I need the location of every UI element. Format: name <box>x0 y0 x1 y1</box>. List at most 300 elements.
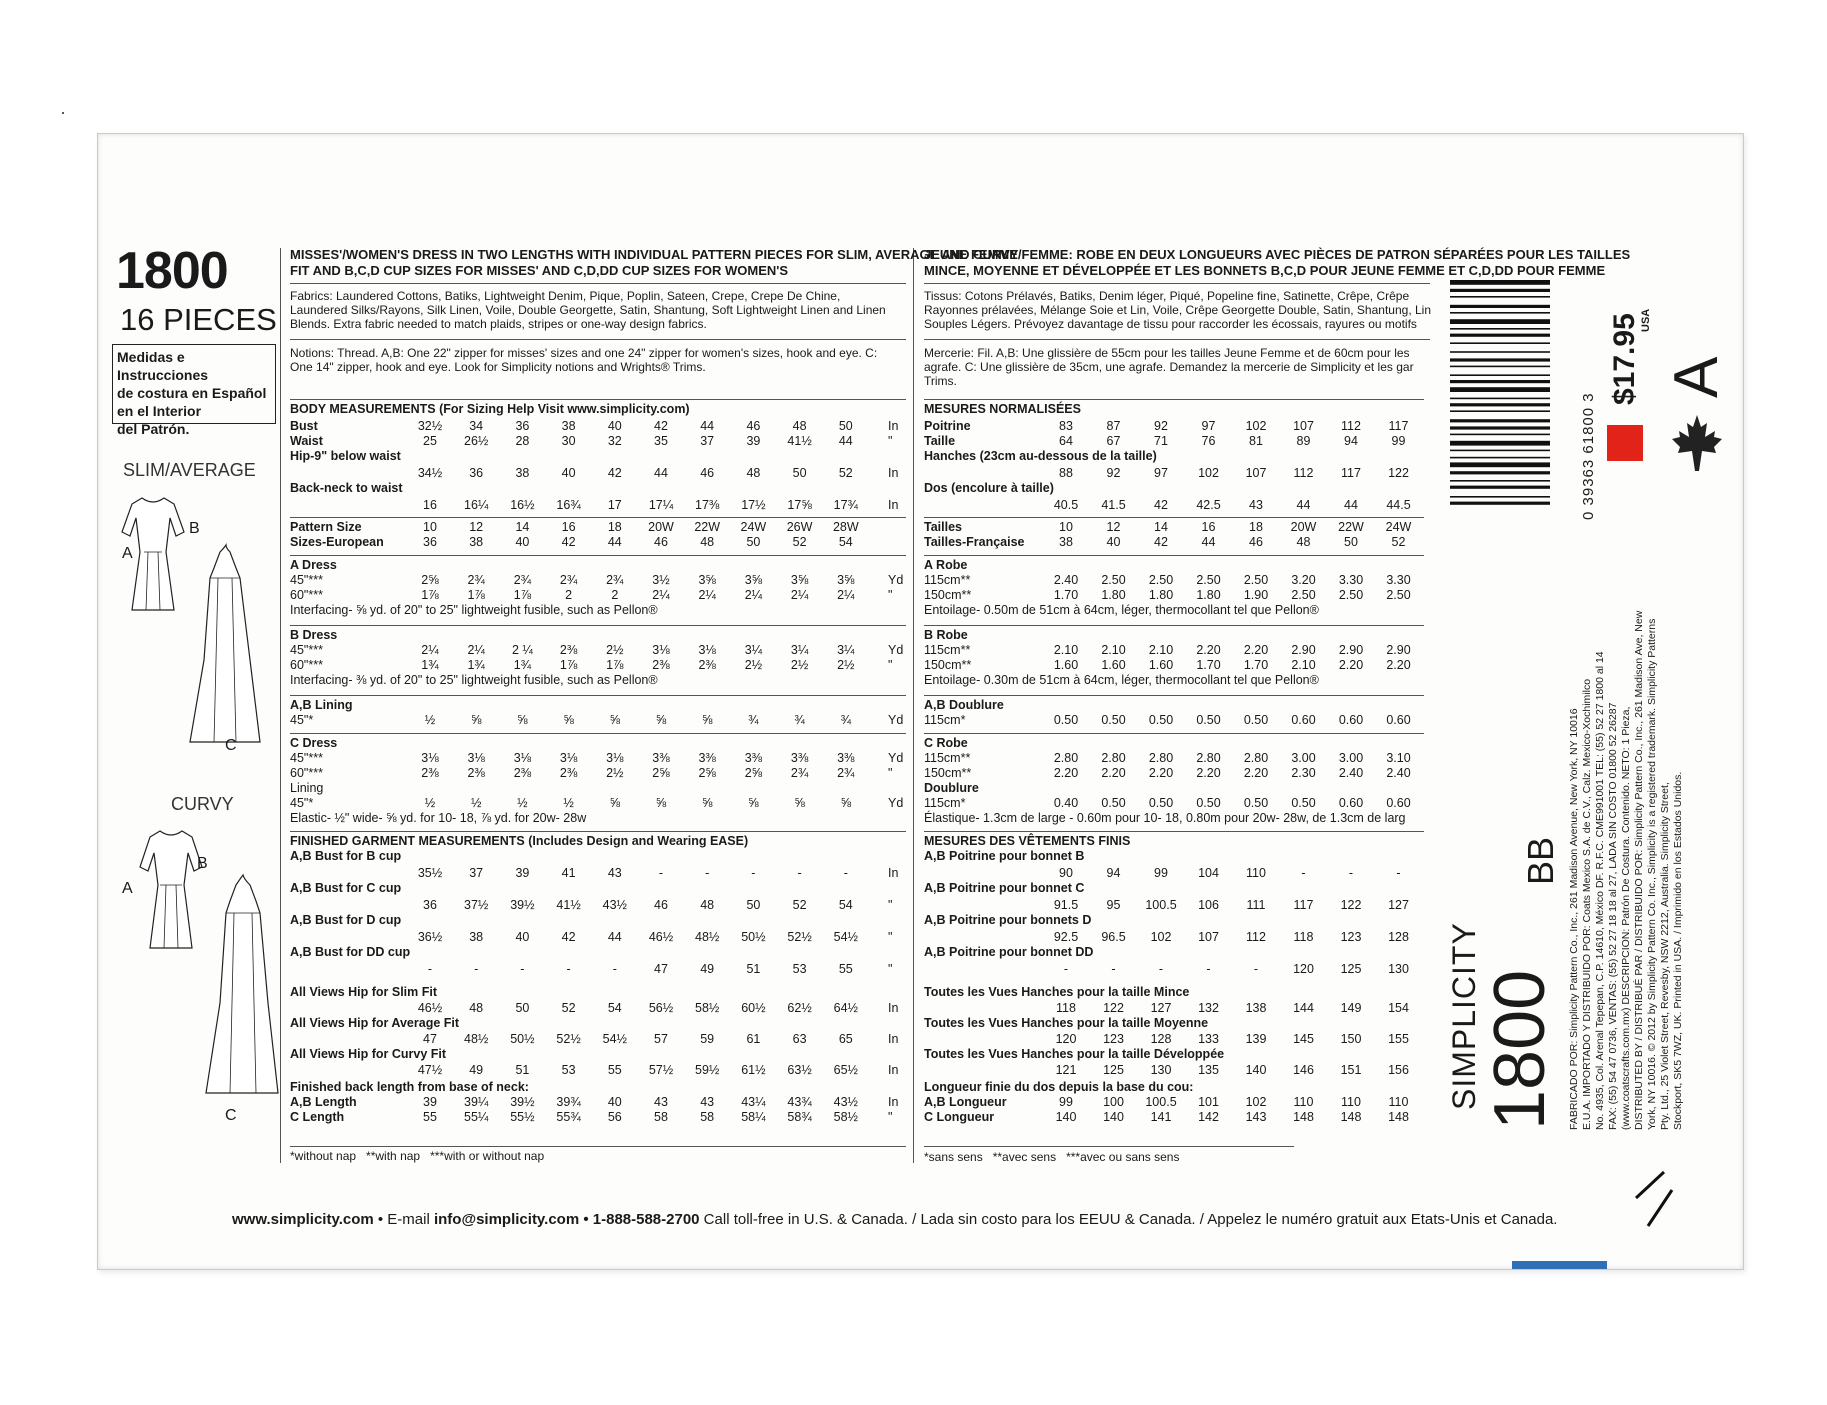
table-cell: 42.5 <box>1196 498 1221 512</box>
table-cell: 3.00 <box>1291 751 1316 765</box>
canada-maple-leaf-icon <box>1670 413 1724 473</box>
table-cell: 44 <box>1344 498 1358 512</box>
table-cell: 2.20 <box>1148 766 1174 780</box>
barcode-bar <box>1450 351 1550 353</box>
row-label: 115cm** <box>924 643 971 657</box>
table-cell: 101 <box>1198 1095 1219 1109</box>
row-label: 60"*** <box>290 588 323 602</box>
row-label: Tailles <box>924 520 962 534</box>
table-cell: 94 <box>1344 434 1358 448</box>
table-cell: - <box>1396 866 1401 880</box>
brand-pattern-number: 1800 <box>1480 969 1560 1130</box>
table-cell: 97 <box>1154 466 1168 480</box>
row-label: Bust <box>290 419 318 433</box>
row-label: 45"*** <box>290 751 323 765</box>
table-cell: 2.40 <box>1386 766 1411 780</box>
brand-name: SIMPLICITY <box>1446 922 1482 1110</box>
table-cell: 2⅜ <box>467 766 485 780</box>
fr-title: JEUNE FEMME/FEMME: ROBE EN DEUX LONGUEURS AVEC PIÈCES DE PATRON SÉPARÉES POUR LES TAILLES MINCE, MOYENNE ET DÉVELOPPÉE ET LES BONNETS B,C,D POUR JEUNE FEMME ET C,D,DD POUR FEMME <box>924 247 1631 278</box>
barcode-bar <box>1450 403 1550 406</box>
barcode-bar <box>1450 486 1550 489</box>
row-label: Toutes les Vues Hanches pour la taille Moyenne <box>924 1016 1209 1030</box>
table-cell: 58¼ <box>741 1110 766 1124</box>
table-rule <box>290 517 906 518</box>
table-cell: 55¼ <box>464 1110 489 1124</box>
table-cell: 16 <box>423 498 437 512</box>
row-label: A,B Bust for B cup <box>290 849 402 863</box>
table-cell: 1⅞ <box>606 658 624 672</box>
fr-footnote: *sans sens **avec sens ***avec ou sans sens <box>924 1150 1180 1164</box>
price-currency: USA <box>1640 308 1652 332</box>
table-cell: 56 <box>607 1110 622 1124</box>
table-cell: 1.60 <box>1148 658 1174 672</box>
table-cell: 3⅝ <box>790 573 809 587</box>
table-cell: ⅝ <box>748 796 759 810</box>
table-cell: 44 <box>838 434 853 448</box>
table-cell: 2.40 <box>1053 573 1079 587</box>
row-label: MESURES NORMALISÉES <box>924 402 1081 416</box>
table-cell: 12 <box>1106 520 1121 534</box>
table-cell: 44 <box>1296 498 1311 512</box>
table-cell: 110 <box>1246 866 1266 880</box>
table-cell: 125 <box>1103 1063 1124 1077</box>
table-cell: 46 <box>700 466 715 480</box>
table-cell: 1.80 <box>1101 588 1126 602</box>
barcode-bar <box>1450 342 1550 344</box>
table-cell: 1¾ <box>467 658 485 672</box>
table-cell: 100.5 <box>1145 1095 1177 1109</box>
table-cell: 16½ <box>510 498 535 512</box>
table-cell: 50½ <box>510 1032 535 1046</box>
table-cell: 0.60 <box>1338 796 1364 810</box>
en-fabrics: Fabrics: Laundered Cottons, Batiks, Lightweight Denim, Pique, Poplin, Sateen, Crepe, Crepe De Chine, Laundered Silks/Rayons, Silk Linen, Voile, Double Georgette, Satin, Shantung, Soft Lightweight Linen and Linen Blends. Extra fabric needed to match plaids, stripes or one-way design fabrics. <box>290 289 886 331</box>
fit-label-slim-average: SLIM/AVERAGE <box>123 460 256 480</box>
unit-label: In <box>888 1001 899 1015</box>
table-rule <box>924 555 1424 556</box>
table-cell: 127 <box>1388 898 1409 912</box>
table-cell: 46 <box>1249 535 1263 549</box>
table-cell: 1.90 <box>1243 588 1269 602</box>
table-cell: 2.80 <box>1053 751 1079 765</box>
table-cell: 39½ <box>510 1095 535 1109</box>
table-cell: 135 <box>1198 1063 1219 1077</box>
table-cell: 44 <box>700 419 715 433</box>
row-label: 150cm** <box>924 658 972 672</box>
row-label: Finished back length from base of neck: <box>290 1080 529 1094</box>
table-cell: 2¾ <box>837 766 855 780</box>
table-cell: 54 <box>838 535 853 549</box>
table-cell: 2.10 <box>1053 643 1079 657</box>
table-cell: 44 <box>1201 535 1216 549</box>
table-cell: 1.80 <box>1148 588 1174 602</box>
table-cell: 50 <box>515 1001 530 1015</box>
table-cell: 48 <box>700 898 715 912</box>
table-cell: 2.20 <box>1386 658 1411 672</box>
table-cell: 36 <box>515 419 530 433</box>
table-cell: 17⅜ <box>695 498 720 512</box>
table-cell: 40 <box>561 466 576 480</box>
barcode-bar <box>1450 434 1550 436</box>
table-cell: 112 <box>1341 419 1361 433</box>
table-cell: 26½ <box>464 434 489 448</box>
table-cell: 55½ <box>510 1110 535 1124</box>
unit-label: Yd <box>888 643 904 657</box>
table-cell: 57½ <box>648 1063 674 1077</box>
row-label: B Robe <box>924 628 968 642</box>
table-cell: 2¾ <box>559 573 578 587</box>
table-cell: 46½ <box>417 1001 443 1015</box>
row-label: Élastique- 1.3cm de large - 0.60m pour 10- 18, 0.80m pour 20w- 28w, de 1.3cm de larg <box>924 811 1406 825</box>
row-label: 60"*** <box>290 766 323 780</box>
table-cell: 37½ <box>464 898 489 912</box>
table-cell: 49 <box>700 962 715 976</box>
barcode-bar <box>1450 380 1550 383</box>
table-cell: 42 <box>1154 535 1168 549</box>
table-cell: - <box>1253 962 1259 976</box>
row-label: 45"*** <box>290 573 323 587</box>
table-cell: 89 <box>1296 434 1311 448</box>
table-cell: 48 <box>1296 535 1311 549</box>
row-label: Toutes les Vues Hanches pour la taille Développée <box>924 1047 1225 1061</box>
table-cell: 36 <box>469 466 484 480</box>
table-cell: 57 <box>654 1032 668 1046</box>
table-cell: 2⅜ <box>559 766 578 780</box>
row-label: Entoilage- 0.30m de 51cm à 64cm, léger, thermocollant tel que Pellon® <box>924 673 1319 687</box>
table-cell: 2.50 <box>1148 573 1174 587</box>
table-cell: 111 <box>1246 898 1266 912</box>
table-cell: 58 <box>654 1110 668 1124</box>
table-cell: 2¾ <box>513 573 532 587</box>
table-cell: 24W <box>740 520 767 534</box>
table-cell: 3¼ <box>790 643 809 657</box>
footer-phone: • 1-888-588-2700 <box>579 1211 700 1228</box>
table-cell: 138 <box>1245 1001 1267 1015</box>
table-cell: 2¼ <box>652 588 670 602</box>
row-label: Poitrine <box>924 419 971 433</box>
table-cell: 54½ <box>833 930 858 944</box>
table-cell: 3⅜ <box>744 751 763 765</box>
table-cell: 1.80 <box>1196 588 1221 602</box>
table-cell: 0.60 <box>1386 713 1411 727</box>
table-cell: 46 <box>746 419 761 433</box>
table-rule <box>924 831 1424 832</box>
table-cell: 112 <box>1293 466 1314 480</box>
table-cell: ⅝ <box>470 713 482 727</box>
table-cell: 3⅛ <box>698 643 716 657</box>
row-label: A,B Bust for DD cup <box>290 945 411 959</box>
table-cell: 102 <box>1245 419 1267 433</box>
table-cell: 144 <box>1293 1001 1314 1015</box>
table-cell: 48 <box>746 466 761 480</box>
table-cell: 2⅜ <box>559 643 578 657</box>
table-cell: 35 <box>654 434 668 448</box>
table-cell: 3⅝ <box>837 573 855 587</box>
table-cell: 3.10 <box>1386 751 1411 765</box>
table-cell: 16 <box>1201 520 1216 534</box>
table-cell: - <box>1063 962 1069 976</box>
row-label: 45"* <box>290 713 314 727</box>
table-cell: 2.50 <box>1101 573 1126 587</box>
table-cell: 18 <box>607 520 622 534</box>
table-cell: 145 <box>1293 1032 1314 1046</box>
table-cell: 41½ <box>556 898 581 912</box>
table-cell: 17¼ <box>648 498 674 512</box>
unit-label: In <box>888 1063 899 1077</box>
table-cell: 2.80 <box>1243 751 1269 765</box>
table-cell: 52 <box>792 898 807 912</box>
table-cell: 3⅜ <box>698 751 716 765</box>
unit-label: " <box>888 930 893 944</box>
table-cell: 99 <box>1391 434 1406 448</box>
table-cell: ⅝ <box>563 713 574 727</box>
table-cell: 0.60 <box>1386 796 1411 810</box>
table-cell: 2¼ <box>837 588 855 602</box>
table-cell: 50 <box>746 535 761 549</box>
table-cell: 39 <box>515 866 530 880</box>
row-label: Entoilage- 0.50m de 51cm à 64cm, léger, thermocollant tel que Pellon® <box>924 603 1319 617</box>
table-rule <box>924 695 1424 696</box>
row-label: Pattern Size <box>290 520 362 534</box>
table-cell: 2.20 <box>1243 643 1269 657</box>
row-label: A,B Poitrine pour bonnet DD <box>924 945 1094 959</box>
row-label: Back-neck to waist <box>290 481 403 495</box>
row-label: 45"* <box>290 796 314 810</box>
table-cell: 36 <box>423 898 437 912</box>
barcode-bar <box>1450 374 1550 376</box>
table-cell: 2½ <box>606 766 624 780</box>
table-cell: 2.20 <box>1338 658 1364 672</box>
table-cell: 2.80 <box>1148 751 1174 765</box>
row-label: A,B Bust for C cup <box>290 881 402 895</box>
table-cell: 2.50 <box>1338 588 1364 602</box>
table-cell: 54 <box>838 898 853 912</box>
table-cell: ⅝ <box>840 796 852 810</box>
table-cell: 34½ <box>417 466 443 480</box>
brand-size-code: BB <box>1520 836 1561 885</box>
view-letter-b-curvy: B <box>197 855 208 872</box>
table-cell: 143 <box>1245 1110 1267 1124</box>
table-cell: 107 <box>1245 466 1267 480</box>
table-cell: 148 <box>1340 1110 1362 1124</box>
table-rule <box>924 733 1424 734</box>
table-cell: 155 <box>1388 1032 1409 1046</box>
row-label: 150cm** <box>924 588 972 602</box>
table-cell: 94 <box>1106 866 1121 880</box>
table-cell: 2⅝ <box>744 766 763 780</box>
table-cell: 107 <box>1198 930 1219 944</box>
table-cell: 2.50 <box>1243 573 1269 587</box>
table-cell: 110 <box>1293 1095 1314 1109</box>
table-cell: 130 <box>1388 962 1409 976</box>
table-cell: 67 <box>1106 434 1121 448</box>
table-cell: 43 <box>1249 498 1263 512</box>
table-cell: - <box>427 962 433 976</box>
unit-label: In <box>888 466 899 480</box>
table-cell: 156 <box>1388 1063 1409 1077</box>
row-label: A,B Poitrine pour bonnet C <box>924 881 1085 895</box>
table-cell: 2⅝ <box>421 573 439 587</box>
table-cell: 1⅞ <box>559 658 578 672</box>
table-cell: 36 <box>423 535 437 549</box>
row-label: A,B Lining <box>290 698 353 712</box>
table-cell: 62½ <box>787 1001 812 1015</box>
table-cell: 64 <box>1059 434 1073 448</box>
table-cell: 50 <box>838 419 853 433</box>
barcode-bar <box>1450 410 1550 412</box>
table-cell: 96.5 <box>1101 930 1126 944</box>
barcode-bar <box>1450 312 1550 314</box>
table-cell: 2½ <box>744 658 763 672</box>
table-cell: 42 <box>607 466 622 480</box>
fr-fabrics: Tissus: Cotons Prélavés, Batiks, Denim léger, Piqué, Popeline fine, Satinette, Crêpe, Crêpe Rayonnes prélavées, Mélange Soie et Lin, Voile, Crêpe Georgette Double, Satin, Shantung, Lin Souples Légers. Prévoyez davantage de tissu pour raccorder les écossais, rayures ou motifs <box>924 289 1431 331</box>
table-cell: 48 <box>700 535 715 549</box>
barcode-bar <box>1450 441 1550 446</box>
table-cell: 2.90 <box>1338 643 1364 657</box>
column-divider <box>913 248 914 1163</box>
row-label: Tailles-Française <box>924 535 1025 549</box>
table-cell: 53 <box>561 1063 576 1077</box>
table-cell: 58 <box>700 1110 715 1124</box>
table-cell: 2¾ <box>606 573 624 587</box>
table-cell: 44 <box>607 535 622 549</box>
footer-website[interactable]: www.simplicity.com <box>232 1211 374 1228</box>
table-cell: 42 <box>561 535 576 549</box>
table-cell: 3.00 <box>1338 751 1364 765</box>
footer-email[interactable]: info@simplicity.com <box>433 1211 580 1228</box>
row-label: Doublure <box>924 781 979 795</box>
row-label: All Views Hip for Slim Fit <box>290 985 438 999</box>
table-cell: 3½ <box>652 573 670 587</box>
table-cell: 47 <box>654 962 668 976</box>
column-divider <box>280 248 281 1163</box>
table-cell: 44.5 <box>1386 498 1411 512</box>
row-label: Taille <box>924 434 956 448</box>
table-cell: 2½ <box>837 658 855 672</box>
table-cell: 64½ <box>833 1001 858 1015</box>
table-cell: 52½ <box>556 1032 581 1046</box>
table-cell: 16¼ <box>464 498 489 512</box>
row-label: All Views Hip for Curvy Fit <box>290 1047 447 1061</box>
barcode-bar <box>1450 502 1550 505</box>
view-letter-b: B <box>189 520 200 537</box>
table-cell: - <box>705 866 710 880</box>
table-cell: 127 <box>1150 1001 1172 1015</box>
table-cell: 38 <box>515 466 530 480</box>
table-cell: 10 <box>1059 520 1073 534</box>
table-cell: 2.90 <box>1291 643 1316 657</box>
table-cell: 55 <box>423 1110 437 1124</box>
table-cell: 2½ <box>606 643 624 657</box>
row-label: Sizes-European <box>290 535 384 549</box>
table-cell: 149 <box>1340 1001 1362 1015</box>
table-cell: 1.70 <box>1243 658 1269 672</box>
table-cell: 47 <box>423 1032 437 1046</box>
row-label: Waist <box>290 434 323 448</box>
dress-a-curvy-outline <box>140 831 202 948</box>
table-cell: 107 <box>1293 419 1314 433</box>
row-label: A Robe <box>924 558 968 572</box>
table-cell: 50½ <box>741 930 766 944</box>
table-cell: 24W <box>1385 520 1412 534</box>
table-cell: 63 <box>792 1032 807 1046</box>
table-cell: 1¾ <box>513 658 532 672</box>
unit-label: " <box>888 658 893 672</box>
table-cell: 32 <box>607 434 622 448</box>
curvy-dress-illustrations <box>128 823 288 1123</box>
table-cell: 34 <box>469 419 484 433</box>
table-cell: 3¼ <box>837 643 855 657</box>
table-cell: 26W <box>786 520 813 534</box>
table-cell: 71 <box>1154 434 1168 448</box>
table-cell: - <box>1158 962 1164 976</box>
row-label: C Robe <box>924 736 968 750</box>
unit-label: In <box>888 419 899 433</box>
table-cell: 47½ <box>417 1063 443 1077</box>
barcode-bar <box>1450 289 1550 292</box>
unit-label: " <box>888 766 893 780</box>
row-label: Interfacing- ⅝ yd. of 20" to 25" lightweight fusible, such as Pellon® <box>290 603 658 617</box>
table-cell: 3⅜ <box>837 751 855 765</box>
table-cell: 50 <box>746 898 761 912</box>
table-cell: 50 <box>1344 535 1358 549</box>
table-cell: 140 <box>1103 1110 1124 1124</box>
table-cell: 87 <box>1106 419 1121 433</box>
table-cell: 92 <box>1106 466 1121 480</box>
table-cell: 2.10 <box>1291 658 1316 672</box>
table-cell: 139 <box>1245 1032 1267 1046</box>
table-cell: 3⅛ <box>652 643 670 657</box>
red-square <box>1607 425 1643 461</box>
unit-label: In <box>888 498 899 512</box>
table-cell: 52½ <box>787 930 812 944</box>
table-cell: 92 <box>1154 419 1168 433</box>
table-cell: 90 <box>1059 866 1073 880</box>
table-cell: 148 <box>1388 1110 1409 1124</box>
table-cell: 58½ <box>833 1110 858 1124</box>
table-rule <box>290 733 906 734</box>
table-cell: 1⅞ <box>513 588 532 602</box>
table-cell: 17¾ <box>833 498 858 512</box>
table-cell: 52 <box>1391 535 1406 549</box>
cut-marks <box>1630 1160 1680 1230</box>
table-cell: 43 <box>700 1095 715 1109</box>
table-cell: 22W <box>694 520 721 534</box>
table-cell: 104 <box>1198 866 1219 880</box>
table-cell: 41½ <box>787 434 812 448</box>
row-label: 115cm** <box>924 751 971 765</box>
table-cell: 41 <box>561 866 576 880</box>
table-cell: 3⅝ <box>698 573 716 587</box>
row-label: 60"*** <box>290 658 323 672</box>
table-rule <box>290 555 906 556</box>
table-cell: 48 <box>469 1001 484 1015</box>
piece-count: 16 PIECES <box>120 302 277 337</box>
table-cell: 128 <box>1150 1032 1172 1046</box>
fr-notions: Mercerie: Fil. A,B: Une glissière de 55cm pour les tailles Jeune Femme et de 60cm pour les agrafe. C: Une glissière de 35cm, une agrafe. Demandez la mercerie de Simplicity et les gar Trims. <box>924 346 1414 388</box>
barcode-bar <box>1450 471 1550 474</box>
table-cell: 128 <box>1388 930 1409 944</box>
table-cell: 51 <box>515 1063 530 1077</box>
table-cell: 146 <box>1293 1063 1314 1077</box>
table-cell: 54½ <box>602 1032 627 1046</box>
unit-label: In <box>888 1032 899 1046</box>
table-rule <box>924 517 1424 518</box>
row-label: A,B Doublure <box>924 698 1004 712</box>
table-cell: 2.90 <box>1386 643 1411 657</box>
table-cell: 3.30 <box>1338 573 1364 587</box>
table-cell: 36½ <box>417 930 443 944</box>
barcode-bar <box>1450 319 1550 324</box>
